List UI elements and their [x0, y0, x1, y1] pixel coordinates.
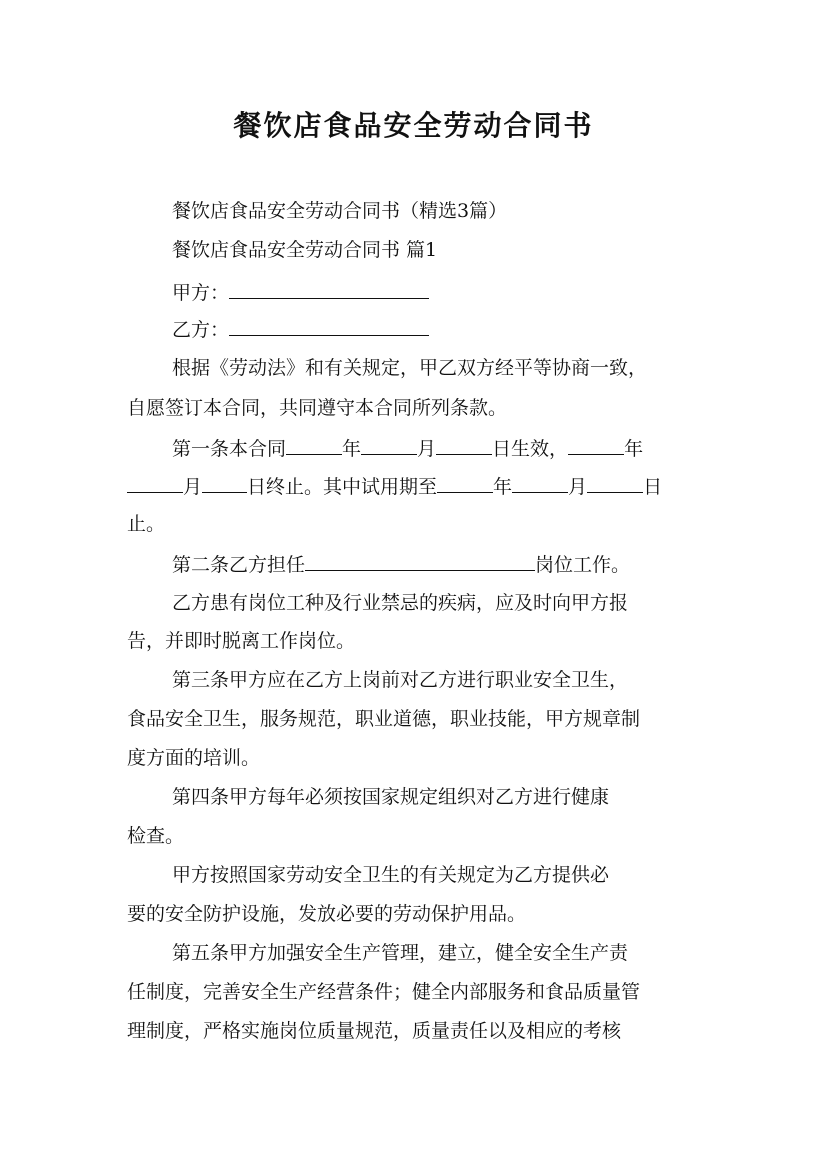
paragraph-line: 检查。: [127, 825, 185, 847]
clause-text: 年: [624, 438, 644, 460]
document-title: 餐饮店食品安全劳动合同书: [233, 109, 594, 142]
paragraph-line: 第四条甲方每年必须按国家规定组织对乙方进行健康: [172, 786, 610, 808]
blank-field: [512, 472, 568, 493]
clause-text: 第二条乙方担任: [172, 554, 306, 576]
paragraph-line: 根据《劳动法》和有关规定，甲乙双方经平等协商一致，: [172, 357, 648, 379]
clause-2-line: [172, 550, 752, 578]
paragraph-line: 告，并即时脱离工作岗位。: [127, 630, 356, 652]
party-b-blank: [229, 315, 429, 336]
clause-text: 年: [493, 476, 513, 498]
blank-field: [202, 472, 247, 493]
paragraph-line: 度方面的培训。: [127, 747, 261, 769]
paragraph-line: 第五条甲方加强安全生产管理，建立，健全安全生产责: [172, 942, 629, 964]
party-a-label: 甲方：: [172, 282, 230, 304]
blank-field: [437, 472, 493, 493]
clause-1-line-3: 止。: [127, 513, 166, 535]
blank-field: [436, 434, 492, 455]
clause-1-line-1: [172, 434, 752, 462]
paragraph-line: 要的安全防护设施，发放必要的劳动保护用品。: [127, 903, 527, 925]
clause-1-line-2: [127, 472, 707, 500]
paragraph-line: 任制度，完善安全生产经营条件；健全内部服务和食品质量管: [127, 981, 641, 1003]
blank-field: [286, 434, 342, 455]
blank-field: [587, 472, 643, 493]
paragraph-line: 第三条甲方应在乙方上岗前对乙方进行职业安全卫生，: [172, 669, 629, 691]
paragraph-line: 食品安全卫生，服务规范，职业道德，职业技能，甲方规章制: [127, 708, 641, 730]
paragraph-line: 甲方按照国家劳动安全卫生的有关规定为乙方提供必: [172, 864, 610, 886]
paragraph-line: 乙方患有岗位工种及行业禁忌的疾病，应及时向甲方报: [172, 592, 629, 614]
blank-field: [361, 434, 417, 455]
paragraph-line: 自愿签订本合同，共同遵守本合同所列条款。: [127, 397, 508, 419]
clause-text: 年: [342, 438, 362, 460]
clause-text: 岗位工作。: [535, 554, 631, 576]
blank-field: [305, 550, 535, 571]
subtitle-line: 餐饮店食品安全劳动合同书（精选3篇）: [172, 200, 508, 222]
blank-field: [568, 434, 624, 455]
clause-text: 月: [183, 476, 203, 498]
party-a-line: [172, 278, 752, 306]
paragraph-line: 理制度，严格实施岗位质量规范，质量责任以及相应的考核: [127, 1020, 622, 1042]
party-b-label: 乙方：: [172, 319, 230, 341]
party-b-line: [172, 315, 752, 343]
clause-text: 第一条本合同: [172, 438, 287, 460]
clause-text: 日: [643, 476, 663, 498]
clause-text: 日生效，: [492, 438, 569, 460]
clause-text: 月: [568, 476, 588, 498]
clause-text: 月: [417, 438, 437, 460]
party-a-blank: [229, 278, 429, 299]
section-heading: 餐饮店食品安全劳动合同书 篇1: [172, 239, 438, 261]
blank-field: [127, 472, 183, 493]
clause-text: 日终止。其中试用期至: [247, 476, 438, 498]
